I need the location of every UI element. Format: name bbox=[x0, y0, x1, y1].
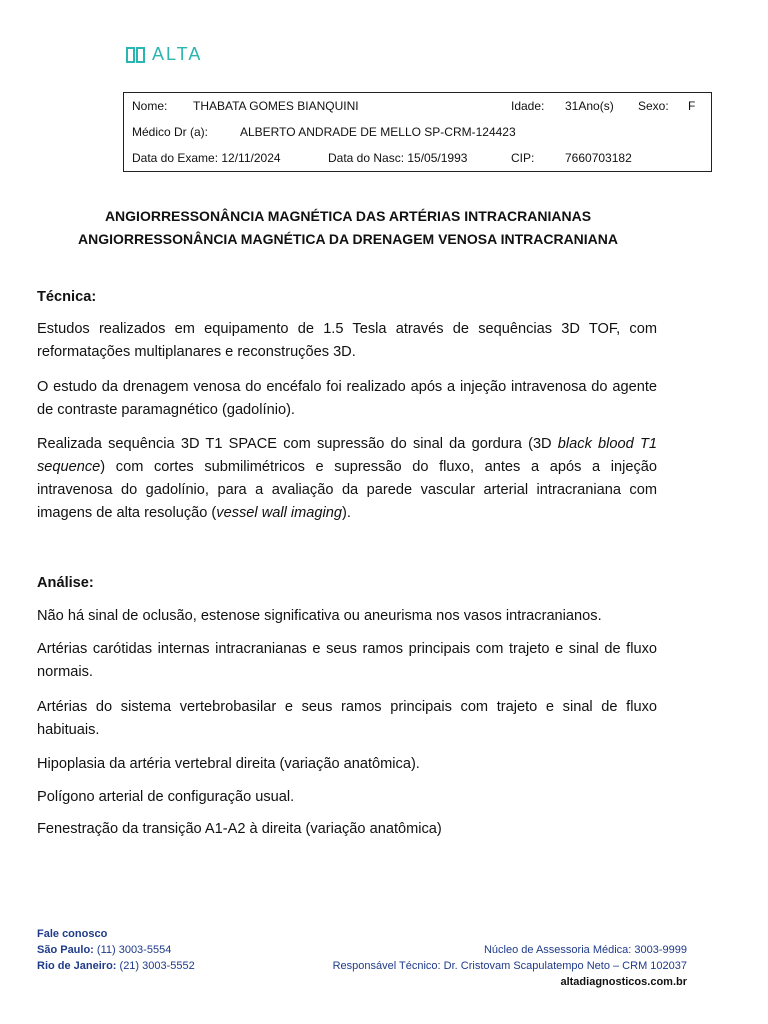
report-titles bbox=[0, 207, 696, 253]
footer-nucleo: Núcleo de Assessoria Médica: 3003-9999 bbox=[483, 944, 687, 956]
analise-paragraph-3: Artérias do sistema vertebrobasilar e seus ramos principais com trajeto e sinal de fluxo habituais. bbox=[37, 699, 657, 738]
patient-info-box bbox=[123, 92, 712, 172]
rj-label: Rio de Janeiro: bbox=[37, 960, 117, 972]
analise-paragraph-5: Polígono arterial de configuração usual. bbox=[37, 789, 295, 805]
medico-label: Médico Dr (a): bbox=[132, 125, 209, 139]
patient-sex: F bbox=[688, 99, 696, 113]
cip-label: CIP: bbox=[511, 151, 535, 165]
sp-label: São Paulo: bbox=[37, 944, 94, 956]
logo-text: ALTA bbox=[152, 44, 203, 64]
tecnica-p3-b: ) com cortes submilimétricos e supressão do fluxo, antes a após a injeção intravenosa do gadolínio, para a avaliação da parede vascular arterial intracraniana com imagens de alta resolução ( bbox=[37, 459, 657, 521]
patient-age: 31Ano(s) bbox=[565, 99, 614, 113]
patient-row-name bbox=[132, 99, 703, 115]
alta-logo bbox=[126, 44, 202, 65]
idade-label: Idade: bbox=[511, 99, 545, 113]
report-title-1: ANGIORRESSONÂNCIA MAGNÉTICA DAS ARTÉRIAS INTRACRANIANAS bbox=[104, 208, 592, 224]
tecnica-p3-italic-1: black blood T1 sequence bbox=[37, 436, 657, 475]
footer-rio bbox=[37, 958, 195, 974]
analise-paragraph-6: Fenestração da transição A1-A2 à direita (variação anatômica) bbox=[37, 821, 442, 837]
footer-info bbox=[333, 942, 687, 990]
birth-date: Data do Nasc: 15/05/1993 bbox=[328, 151, 468, 165]
analise-paragraph-1: Não há sinal de oclusão, estenose significativa ou aneurisma nos vasos intracranianos. bbox=[37, 608, 602, 624]
tecnica-paragraph-2: O estudo da drenagem venosa do encéfalo foi realizado após a injeção intravenosa do agente de contraste paramagnético (gadolínio). bbox=[37, 379, 657, 418]
alta-logo-icon bbox=[126, 45, 146, 65]
nome-label: Nome: bbox=[132, 99, 168, 113]
sexo-label: Sexo: bbox=[638, 99, 669, 113]
cip-value: 7660703182 bbox=[565, 151, 632, 165]
footer-website-link[interactable]: altadiagnosticos.com.br bbox=[560, 976, 687, 988]
doctor-name: ALBERTO ANDRADE DE MELLO SP-CRM-124423 bbox=[240, 125, 516, 139]
analise-paragraph-2: Artérias carótidas internas intracranianas e seus ramos principais com trajeto e sinal de fluxo normais. bbox=[37, 641, 657, 680]
report-title-2: ANGIORRESSONÂNCIA MAGNÉTICA DA DRENAGEM VENOSA INTRACRANIANA bbox=[77, 231, 619, 247]
tecnica-p3-italic-2: vessel wall imaging bbox=[216, 505, 343, 521]
analise-heading: Análise: bbox=[37, 575, 94, 591]
tecnica-p3-c: ). bbox=[342, 505, 351, 521]
patient-row-dates bbox=[132, 151, 703, 167]
patient-row-doctor bbox=[132, 125, 703, 141]
tecnica-paragraph-1: Estudos realizados em equipamento de 1.5 Tesla através de sequências 3D TOF, com reformatações multiplanares e reconstruções 3D. bbox=[37, 321, 657, 360]
footer-responsavel: Responsável Técnico: Dr. Cristovam Scapulatempo Neto – CRM 102037 bbox=[332, 960, 687, 972]
rj-phone: (21) 3003-5552 bbox=[119, 960, 195, 972]
patient-name: THABATA GOMES BIANQUINI bbox=[193, 99, 359, 113]
tecnica-heading: Técnica: bbox=[37, 289, 97, 305]
analise-paragraph-4: Hipoplasia da artéria vertebral direita (variação anatômica). bbox=[37, 756, 420, 772]
sp-phone: (11) 3003-5554 bbox=[96, 944, 172, 956]
footer-fale-conosco: Fale conosco bbox=[37, 928, 108, 940]
tecnica-p3-a: Realizada sequência 3D T1 SPACE com supressão do sinal da gordura (3D bbox=[37, 436, 558, 452]
exam-date: Data do Exame: 12/11/2024 bbox=[132, 151, 281, 165]
tecnica-paragraph-3 bbox=[37, 433, 657, 525]
footer-sao-paulo bbox=[37, 942, 195, 958]
footer-contact bbox=[37, 926, 195, 974]
